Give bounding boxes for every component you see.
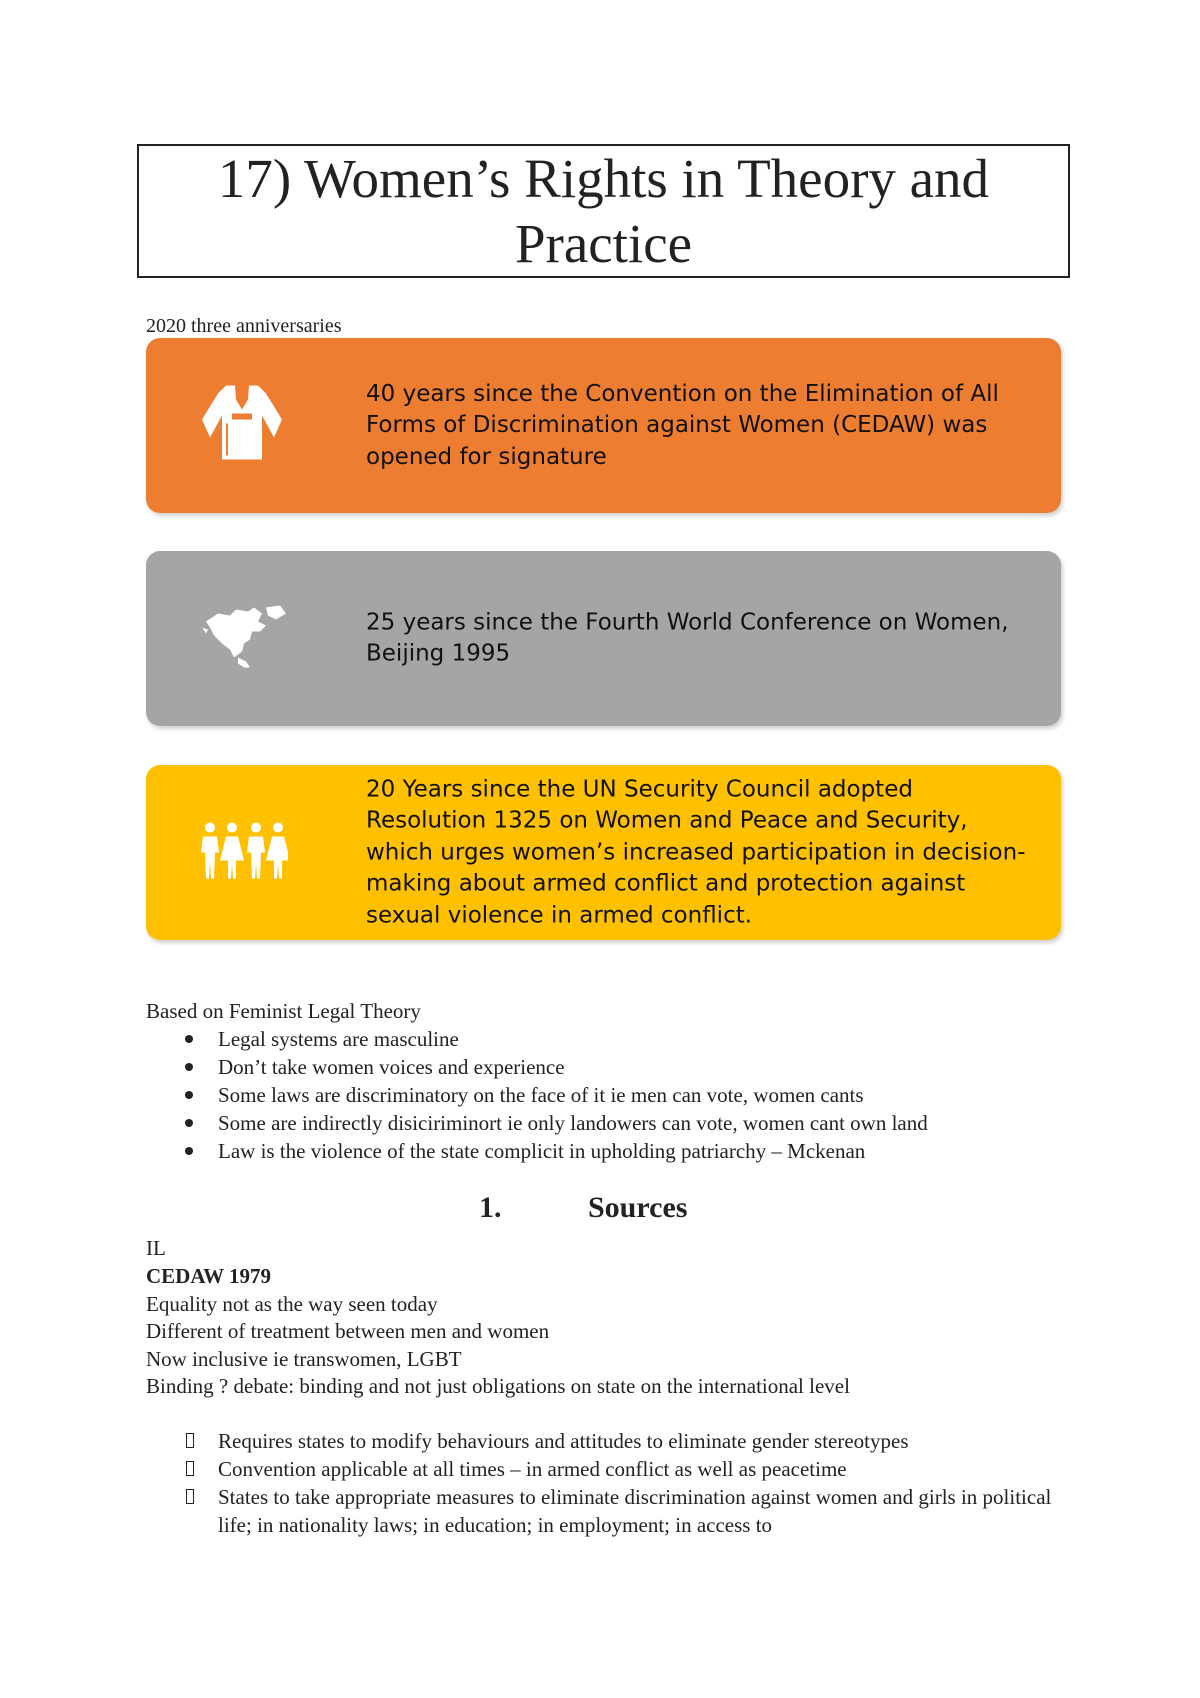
bullet-box-icon: [186, 1489, 194, 1504]
section-number: 1.: [479, 1191, 502, 1224]
anniversary-card-cedaw: [146, 338, 1061, 513]
people-group-icon: [200, 820, 288, 885]
card-text: 20 Years since the UN Security Council adopted Resolution 1325 on Women and Peace and Security, which urges women’s increased participation in decision-making about armed conflict and protection against sexual violence in armed conflict.: [366, 775, 1026, 928]
body-line: Now inclusive ie transwomen, LGBT: [146, 1347, 462, 1371]
bullet-icon: [185, 1035, 193, 1043]
intro-label: 2020 three anniversaries: [146, 315, 342, 337]
list-item: Some laws are discriminatory on the face of it ie men can vote, women cants: [180, 1081, 928, 1109]
list-item: Legal systems are masculine: [180, 1025, 928, 1053]
anniversary-card-resolution-1325: [146, 765, 1061, 940]
list-item: States to take appropriate measures to eliminate discrimination against women and girls in political life; in nationality laws; in education; in employment; in access to: [180, 1483, 1060, 1539]
card-text: 25 years since the Fourth World Conference on Women, Beijing 1995: [366, 609, 1009, 667]
anniversary-card-beijing: [146, 551, 1061, 726]
bullet-icon: [185, 1119, 193, 1127]
theory-bullet-list: [180, 1025, 928, 1165]
theory-heading: Based on Feminist Legal Theory: [146, 999, 421, 1023]
list-item: Law is the violence of the state complicit in upholding patriarchy – Mckenan: [180, 1137, 928, 1165]
bullet-box-icon: [186, 1461, 194, 1476]
cedaw-heading: CEDAW 1979: [146, 1264, 272, 1288]
bullet-icon: [185, 1147, 193, 1155]
body-line: Binding ? debate: binding and not just obligations on state on the international level: [146, 1374, 850, 1398]
list-item: Don’t take women voices and experience: [180, 1053, 928, 1081]
clothing-icon: [200, 381, 284, 470]
list-item: Some are indirectly disiciriminort ie only landowers can vote, women cant own land: [180, 1109, 928, 1137]
bullet-icon: [185, 1091, 193, 1099]
bullet-icon: [185, 1063, 193, 1071]
list-item: Convention applicable at all times – in armed conflict as well as peacetime: [180, 1455, 1060, 1483]
list-item: Requires states to modify behaviours and attitudes to eliminate gender stereotypes: [180, 1427, 1060, 1455]
page-title: 17) Women’s Rights in Theory and Practice: [217, 148, 990, 274]
world-map-icon: [200, 603, 290, 674]
il-label: IL: [146, 1236, 166, 1260]
title-box: [137, 144, 1070, 278]
card-text: 40 years since the Convention on the Elimination of All Forms of Discrimination against Women (CEDAW) was opened for signature: [366, 380, 999, 470]
body-line: Different of treatment between men and women: [146, 1319, 550, 1343]
cedaw-bullet-list: [180, 1427, 1060, 1539]
bullet-box-icon: [186, 1433, 194, 1448]
section-title: Sources: [588, 1191, 688, 1224]
body-line: Equality not as the way seen today: [146, 1292, 438, 1316]
